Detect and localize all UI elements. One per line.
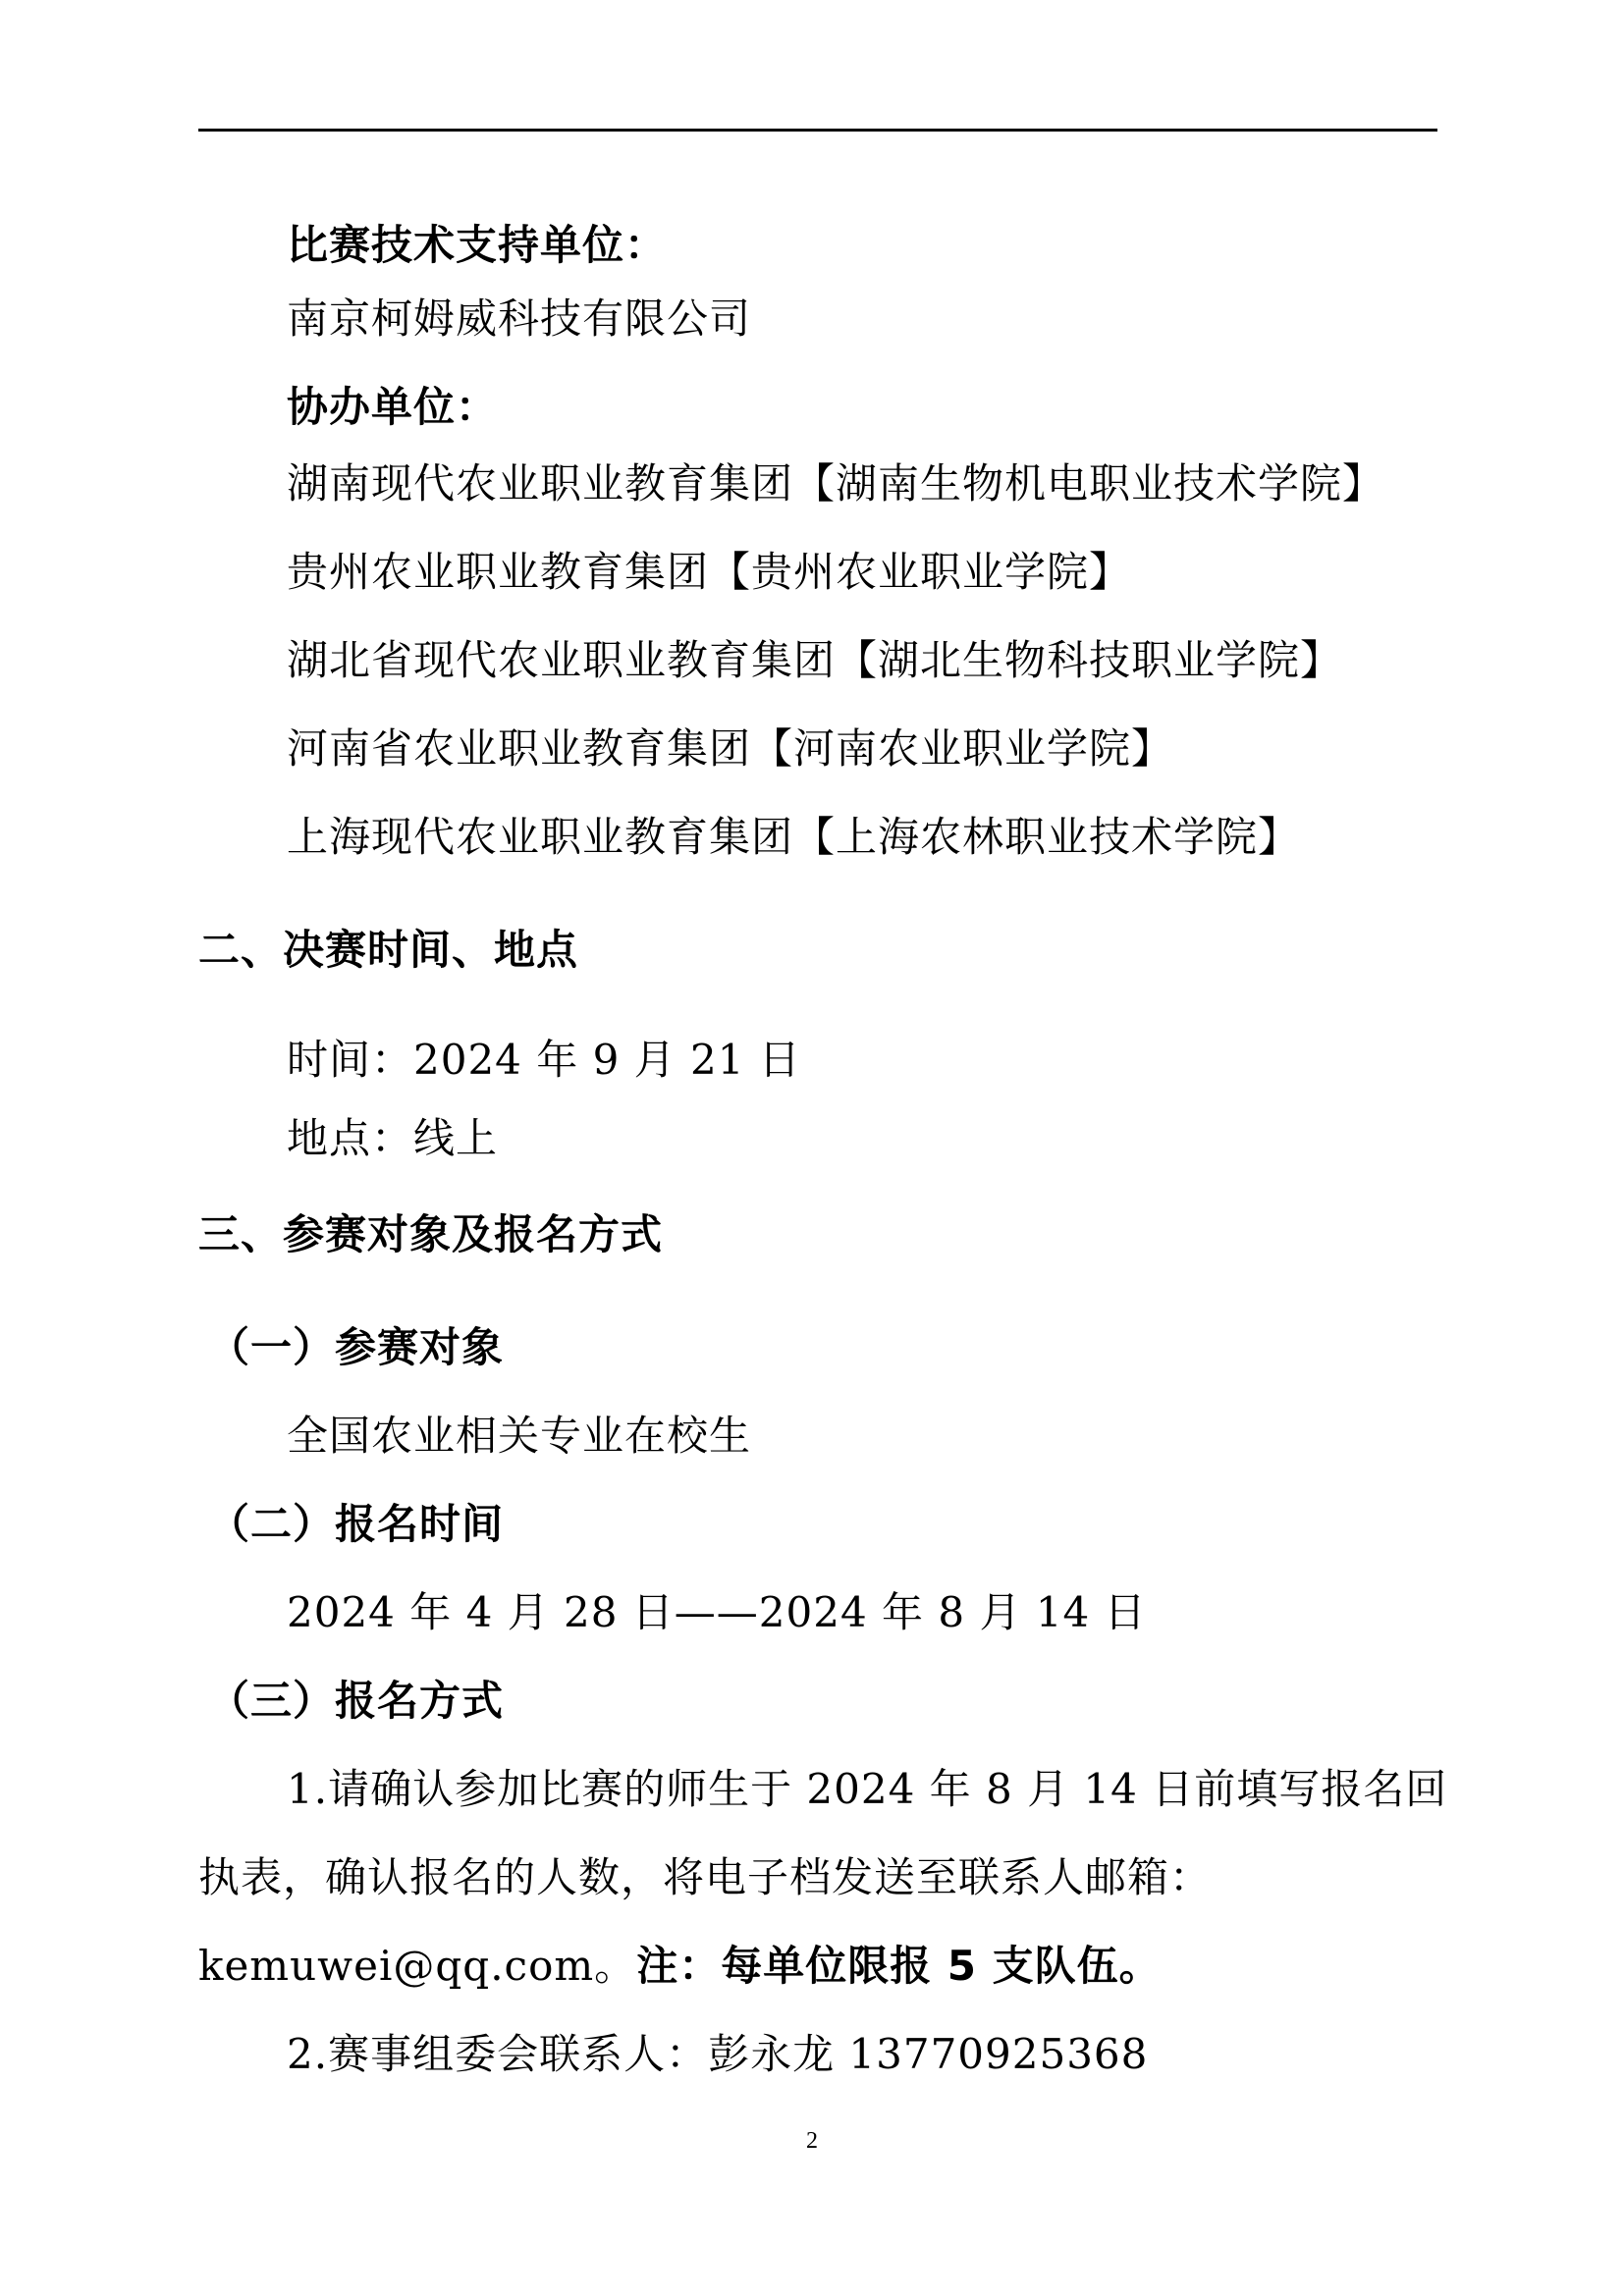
registration-item2: 2.赛事组委会联系人：彭永龙 13770925368 (287, 2030, 1149, 2078)
registration-item1-line1: 1.请确认参加比赛的师生于 2024 年 8 月 14 日前填写报名回 (287, 1765, 1448, 1813)
section3-heading: 三、参赛对象及报名方式 (198, 1210, 664, 1258)
final-place: 地点：线上 (287, 1114, 499, 1162)
participants-text: 全国农业相关专业在校生 (287, 1412, 752, 1460)
sub3-heading: （三）报名方式 (208, 1677, 505, 1725)
section2-heading: 二、决赛时间、地点 (198, 926, 579, 974)
co-organizer-item: 贵州农业职业教育集团【贵州农业职业学院】 (287, 548, 1132, 596)
support-company: 南京柯姆威科技有限公司 (287, 294, 752, 343)
co-organizers-heading: 协办单位： (287, 383, 499, 431)
sub2-heading: （二）报名时间 (208, 1500, 505, 1548)
registration-item1-line2: 执表，确认报名的人数，将电子档发送至联系人邮箱： (198, 1853, 1213, 1901)
support-heading: 比赛技术支持单位： (287, 221, 668, 269)
registration-period: 2024 年 4 月 28 日——2024 年 8 月 14 日 (287, 1588, 1147, 1636)
co-organizer-item: 河南省农业职业教育集团【河南农业职业学院】 (287, 724, 1174, 773)
contact-email: kemuwei@qq.com。 (198, 1942, 637, 1990)
co-organizer-item: 湖南现代农业职业教育集团【湖南生物机电职业技术学院】 (287, 459, 1385, 507)
header-rule (198, 129, 1437, 132)
co-organizer-item: 上海现代农业职业教育集团【上海农林职业技术学院】 (287, 813, 1301, 861)
co-organizer-item: 湖北省现代农业职业教育集团【湖北生物科技职业学院】 (287, 636, 1343, 684)
registration-item1-line3 (198, 1937, 1162, 1996)
sub1-heading: （一）参赛对象 (208, 1323, 505, 1371)
team-limit-note: 注：每单位限报 5 支队伍。 (636, 1942, 1162, 1990)
final-time: 时间：2024 年 9 月 21 日 (287, 1036, 801, 1084)
page-number: 2 (806, 2128, 818, 2154)
